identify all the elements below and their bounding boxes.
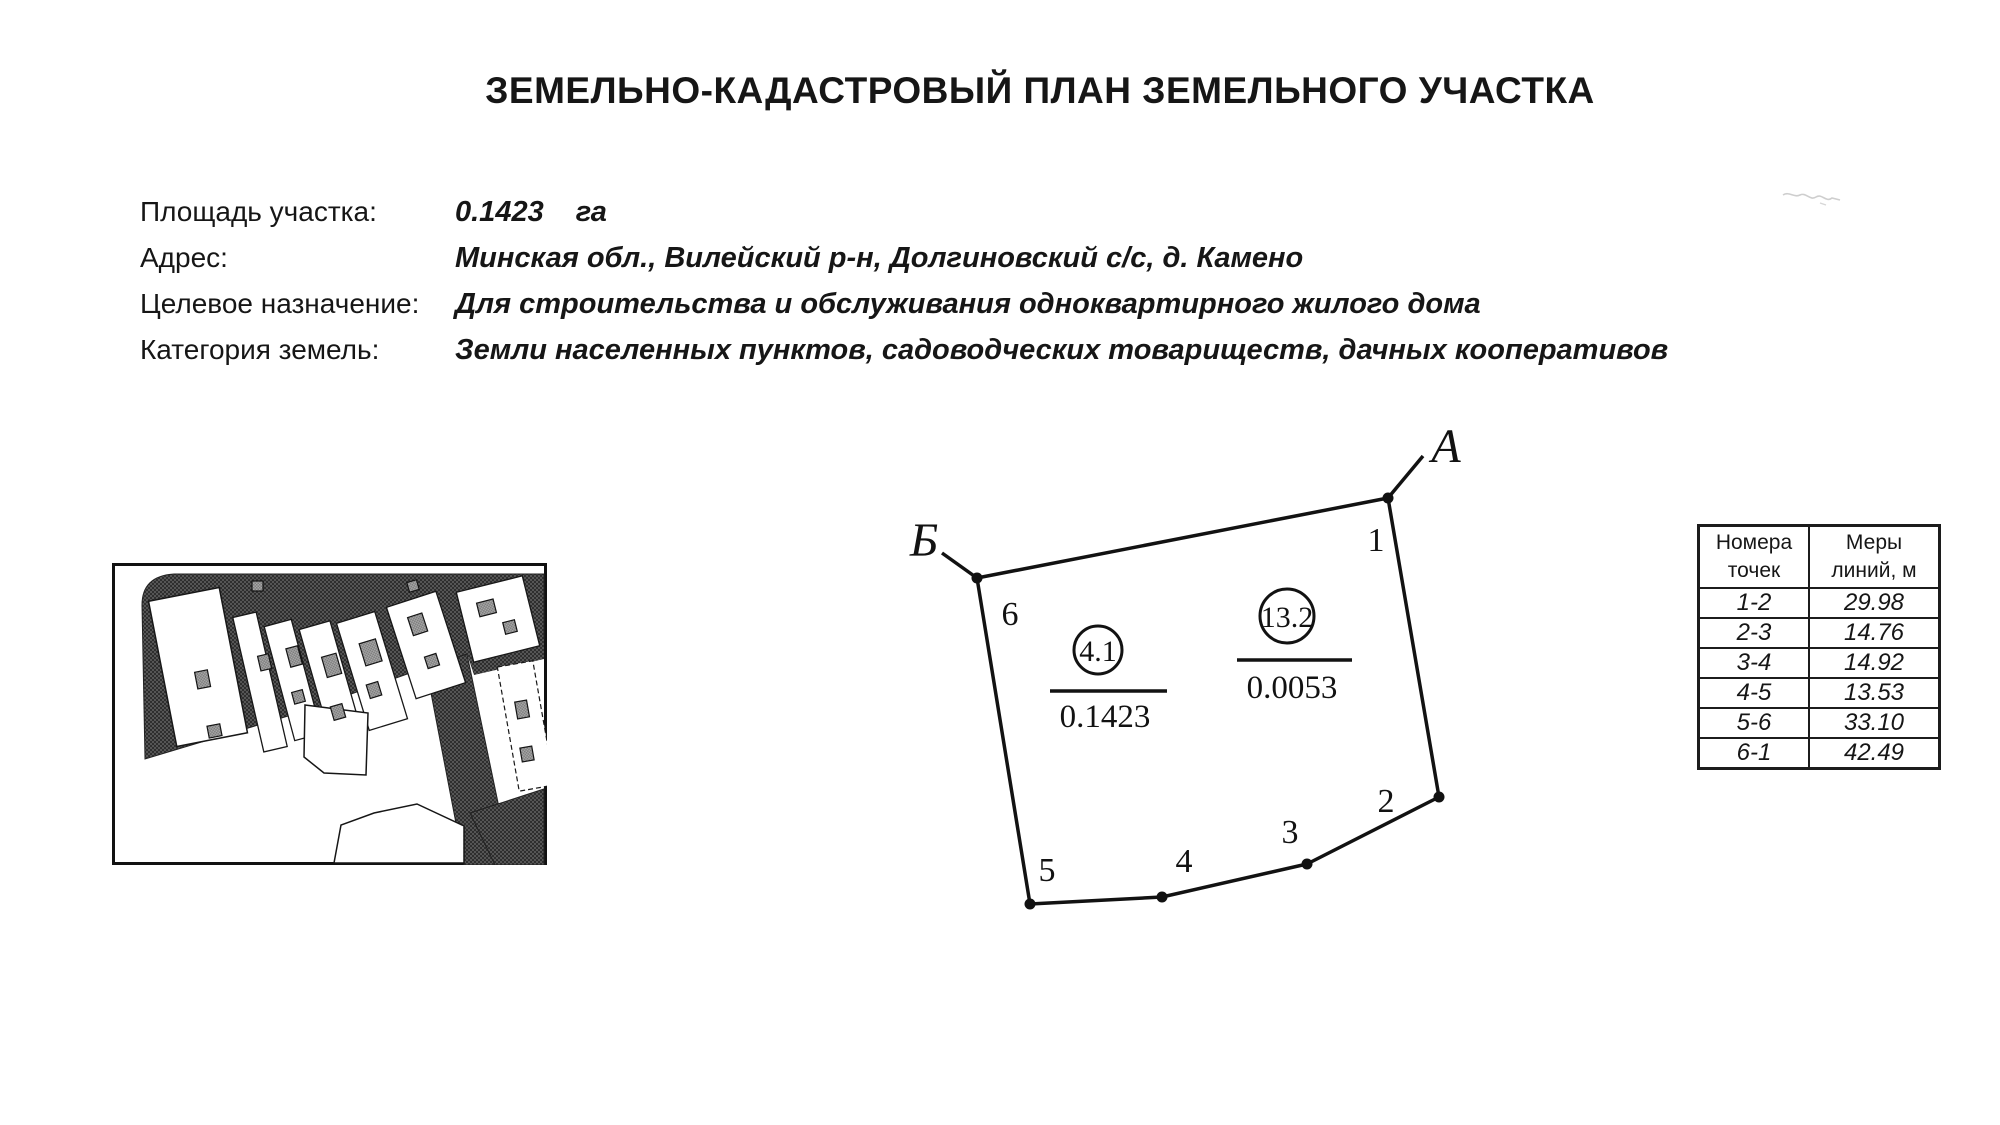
attr-row-address (140, 242, 1840, 282)
attr-value-area (455, 196, 607, 229)
header-points-line1: Номера (1715, 530, 1793, 554)
header-points (1699, 526, 1810, 589)
vertex-label-2: 2 (1377, 783, 1395, 820)
cell-length: 33.10 (1809, 708, 1940, 738)
cell-length: 14.92 (1809, 648, 1940, 678)
header-points-line2: точек (1727, 559, 1781, 582)
extension-line-a (1388, 456, 1423, 498)
cell-length: 14.76 (1809, 618, 1940, 648)
attr-label-purpose: Целевое назначение: (140, 288, 420, 319)
table-row (1699, 648, 1940, 678)
cell-length: 42.49 (1809, 738, 1940, 769)
plot-diagram (880, 420, 1500, 940)
attr-value-address: Минская обл., Вилейский р-н, Долгиновский с/с, д. Камено (455, 242, 1304, 274)
location-map-image (112, 563, 547, 865)
attr-label-address: Адрес: (140, 242, 228, 273)
cell-length: 29.98 (1809, 588, 1940, 618)
vertex-label-3: 3 (1281, 814, 1299, 851)
vertex-label-1: 1 (1367, 522, 1385, 559)
attr-label-category: Категория земель: (140, 334, 380, 365)
header-lengths-line1: Меры (1845, 530, 1903, 554)
area-value: 0.1423 (455, 196, 544, 228)
cell-points: 6-1 (1699, 738, 1810, 769)
header-lengths-line2: линий, м (1831, 559, 1917, 582)
endpoint-label-b: Б (909, 514, 939, 567)
cell-length: 13.53 (1809, 678, 1940, 708)
vertex-label-4: 4 (1175, 843, 1193, 880)
cell-points: 2-3 (1699, 618, 1810, 648)
contour-1-number: 4.1 (1079, 635, 1117, 668)
table-row (1699, 618, 1940, 648)
extension-line-b (942, 553, 977, 578)
contour-1-area: 0.1423 (1059, 699, 1151, 735)
attr-value-category: Земли населенных пунктов, садоводческих товариществ, дачных кооперативов (455, 334, 1669, 366)
contour-2-area: 0.0053 (1246, 670, 1338, 706)
table-row (1699, 738, 1940, 769)
endpoint-label-a: А (1431, 420, 1461, 473)
table-row (1699, 678, 1940, 708)
header-lengths (1809, 526, 1940, 589)
table-header-row (1699, 526, 1940, 589)
cell-points: 5-6 (1699, 708, 1810, 738)
attr-row-purpose (140, 288, 1840, 328)
attr-row-area (140, 196, 1840, 236)
table-row (1699, 708, 1940, 738)
cell-points: 1-2 (1699, 588, 1810, 618)
scan-smudge-artifact (1780, 185, 1850, 211)
attr-row-category (140, 334, 1840, 374)
page-title: ЗЕМЕЛЬНО-КАДАСТРОВЫЙ ПЛАН ЗЕМЕЛЬНОГО УЧАСТКА (485, 70, 1595, 111)
cell-points: 3-4 (1699, 648, 1810, 678)
attr-value-purpose: Для строительства и обслуживания одноквартирного жилого дома (455, 288, 1481, 320)
area-unit: га (575, 196, 607, 228)
attr-label-area: Площадь участка: (140, 196, 377, 227)
vertex-label-5: 5 (1038, 852, 1056, 889)
line-measures-table (1697, 524, 1941, 770)
vertex-label-6: 6 (1001, 596, 1019, 633)
cell-points: 4-5 (1699, 678, 1810, 708)
contour-2-number: 13.2 (1260, 601, 1314, 634)
table-row (1699, 588, 1940, 618)
